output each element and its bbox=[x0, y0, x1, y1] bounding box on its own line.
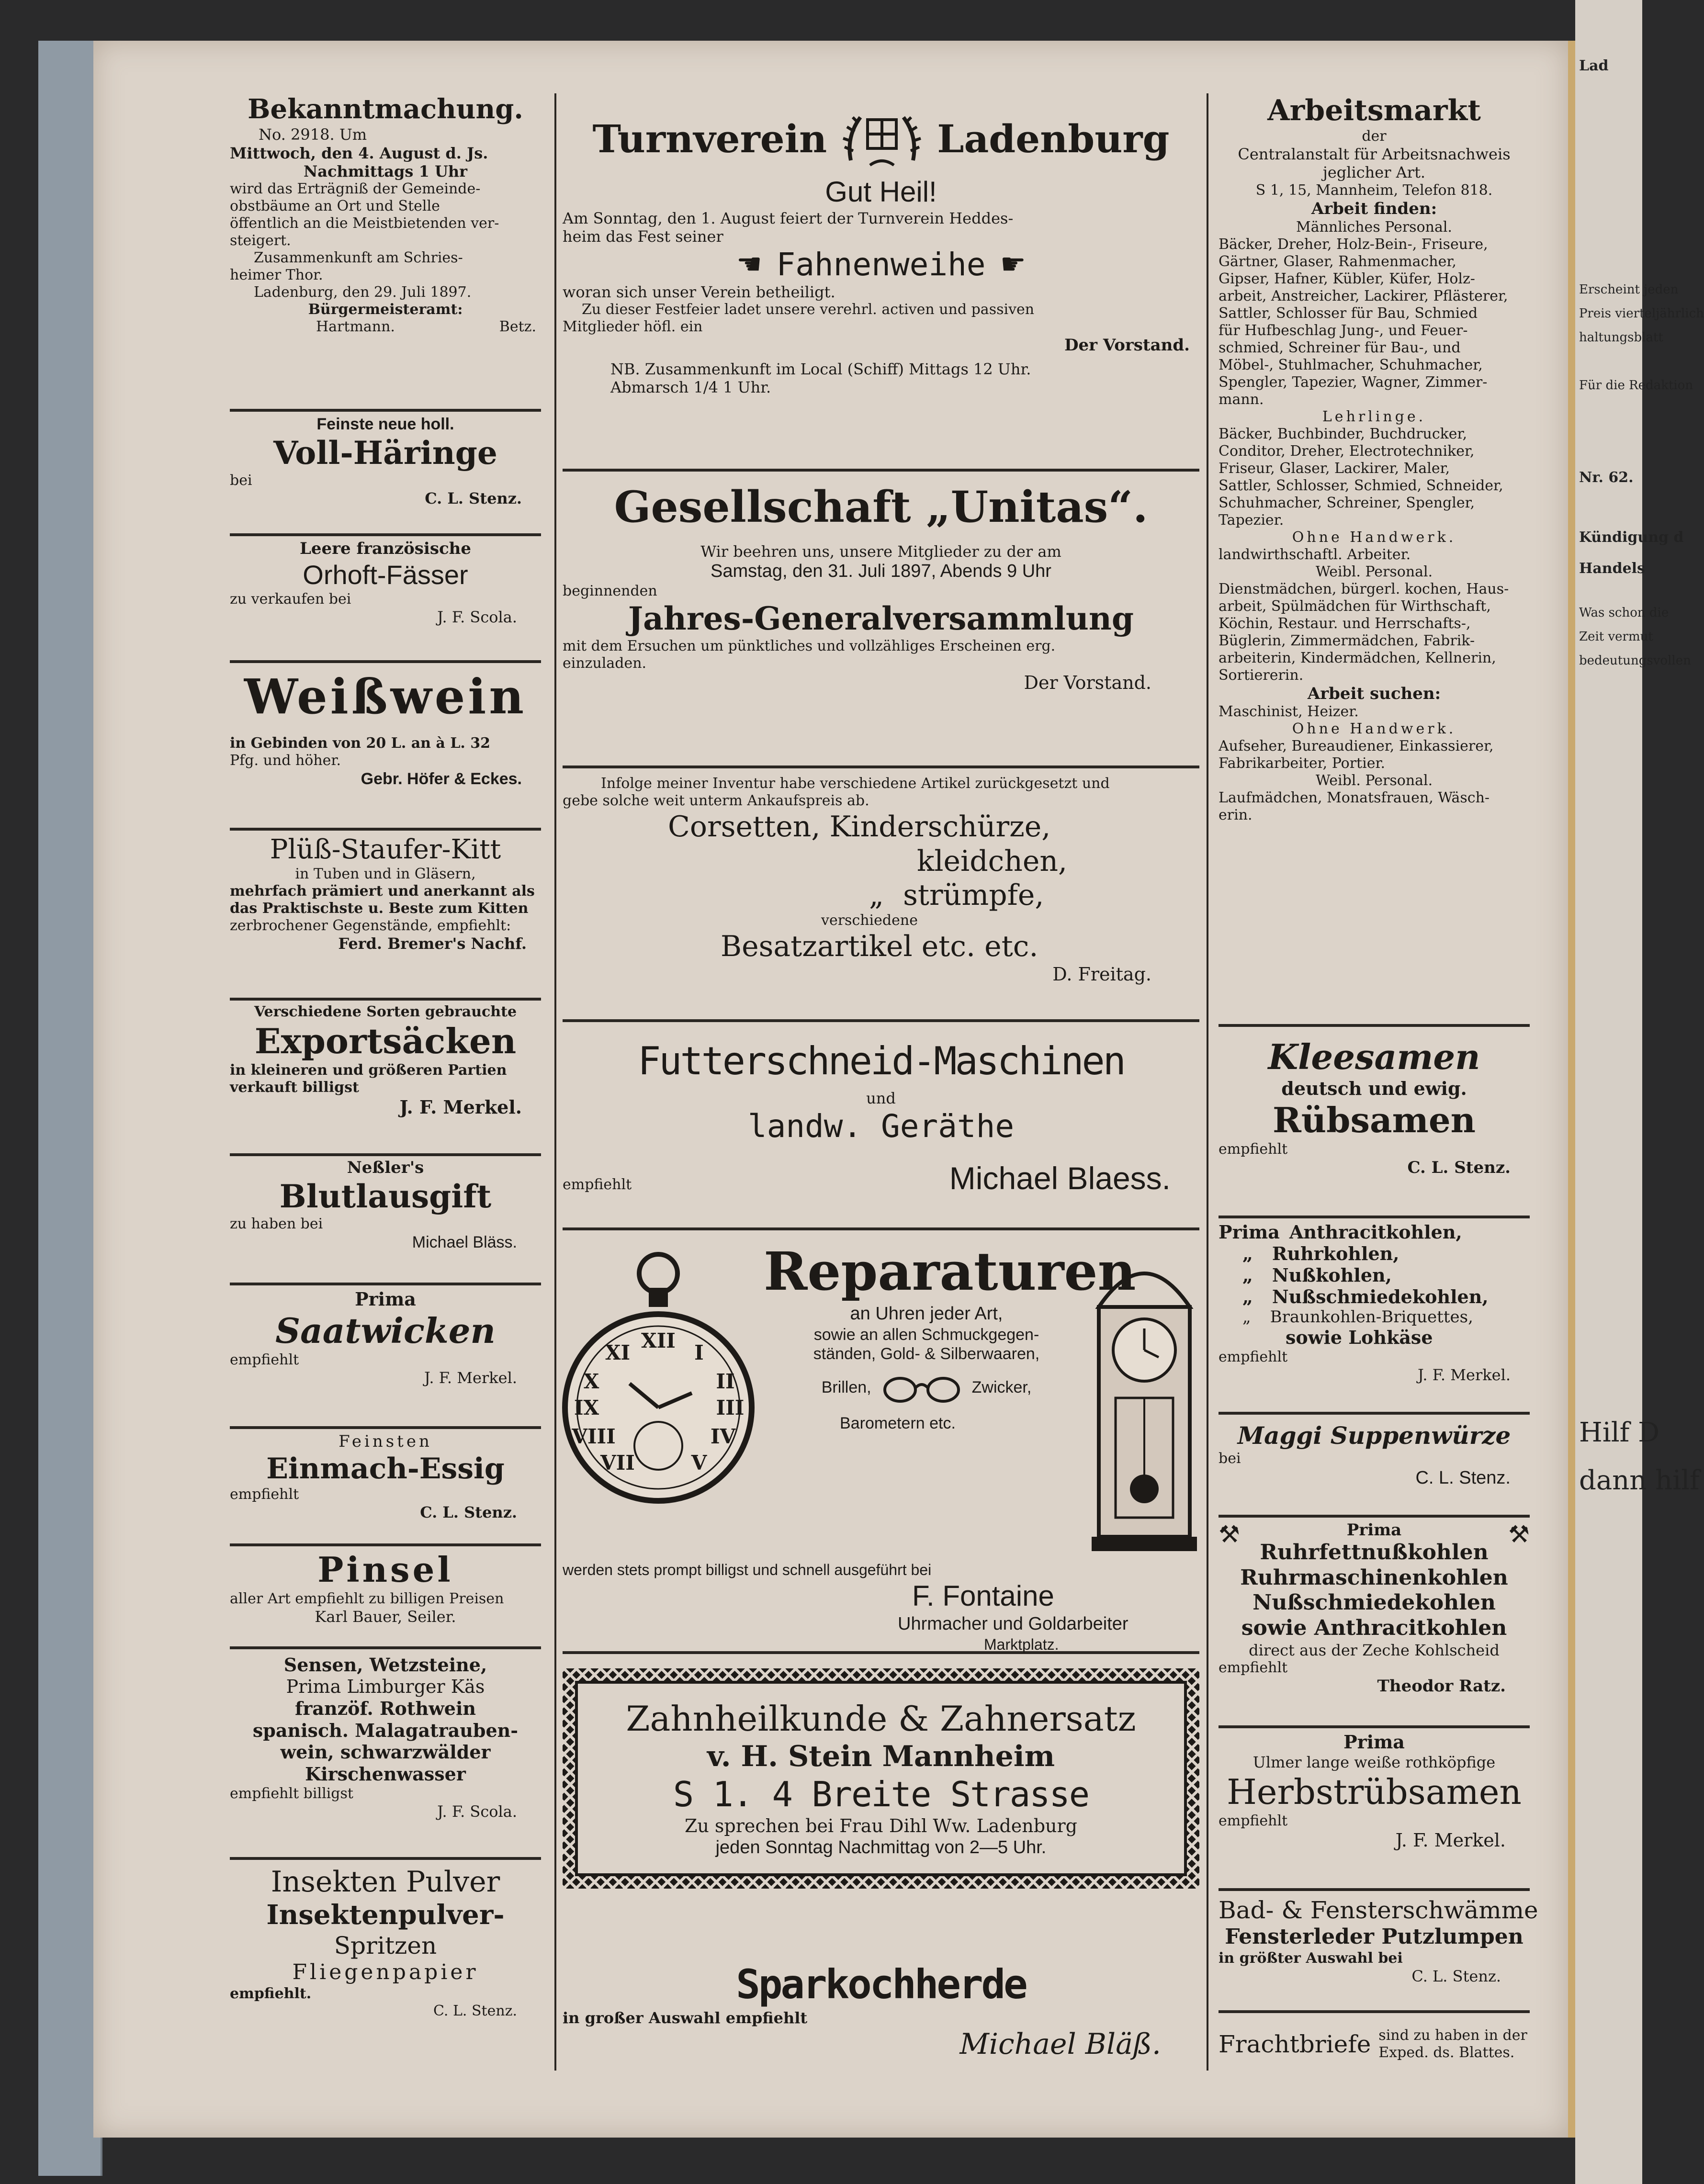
text-line: für Hufbeschlag Jung-, und Feuer- bbox=[1219, 322, 1468, 339]
text-line: zerbrochener Gegenstände, empfiehlt: bbox=[230, 917, 511, 934]
text-line: Prima Limburger Käs bbox=[286, 1676, 485, 1697]
item-line: Nußkohlen, bbox=[1272, 1264, 1392, 1286]
ad-zahn bbox=[563, 1654, 1199, 1951]
svg-text:I: I bbox=[694, 1341, 704, 1364]
next-page-line: Handels bbox=[1579, 560, 1645, 577]
ad-title: Herbstrübsamen bbox=[1227, 1771, 1522, 1812]
section-heading: Ohne Handwerk. bbox=[1292, 529, 1456, 546]
ditto-mark: „ bbox=[1242, 1264, 1253, 1286]
next-page-masthead: Lad bbox=[1579, 57, 1609, 74]
seller-name: Ferd. Bremer's Nachf. bbox=[338, 934, 527, 953]
text-line: woran sich unser Verein betheiligt. bbox=[563, 282, 835, 301]
text-line: verschiedene bbox=[821, 912, 918, 929]
text-line: empfiehlt bbox=[230, 1486, 299, 1503]
section-heading: Ohne Handwerk. bbox=[1292, 720, 1456, 738]
text-line: Bäcker, Buchbinder, Buchdrucker, bbox=[1219, 425, 1467, 442]
text-line: zu haben bei bbox=[230, 1215, 323, 1232]
text-line: Feinsten bbox=[339, 1432, 432, 1451]
ad-pinsel bbox=[230, 1546, 541, 1649]
pointing-hand-icon: ☛ bbox=[736, 248, 762, 281]
next-page-line: Hilf D bbox=[1579, 1417, 1660, 1448]
text-line: Mittwoch, den 4. August d. Js. bbox=[230, 144, 488, 162]
section-heading: Weibl. Personal. bbox=[1315, 772, 1433, 789]
ad-title: Sparkochherde bbox=[736, 1961, 1026, 2008]
text-line: Dienstmädchen, bürgerl. kochen, Haus- bbox=[1219, 580, 1509, 597]
text-line: Schuhmacher, Schreiner, Spengler, bbox=[1219, 494, 1475, 511]
text-line: Verschiedene Sorten gebrauchte bbox=[254, 1003, 517, 1020]
text-line: Uhrmacher und Goldarbeiter bbox=[898, 1614, 1128, 1634]
text-line: mehrfach prämiert und anerkannt als bbox=[230, 883, 535, 900]
text-line: Gipser, Hafner, Kübler, Küfer, Holz- bbox=[1219, 270, 1475, 287]
ad-title: Plüß-Staufer-Kitt bbox=[270, 834, 501, 865]
svg-text:XII: XII bbox=[641, 1329, 676, 1352]
text-line: Exped. ds. Blattes. bbox=[1378, 2044, 1515, 2061]
event-title: Jahres-Generalversammlung bbox=[628, 599, 1134, 637]
text-line: in Gebinden von 20 L. an à L. 32 bbox=[230, 735, 491, 752]
ad-arbeitsmarkt bbox=[1219, 93, 1530, 1027]
ad-faesser bbox=[230, 536, 541, 663]
text-line: und bbox=[866, 1089, 896, 1107]
text-line: Am Sonntag, den 1. August feiert der Turnverein Heddes- bbox=[563, 209, 1014, 227]
text-line: mit dem Ersuchen um pünktliches und vollzähliges Erscheinen erg. bbox=[563, 638, 1056, 655]
text-line: empfiehlt bbox=[230, 1351, 299, 1368]
ad-title: Voll-Häringe bbox=[273, 434, 497, 472]
text-line: Nachmittags 1 Uhr bbox=[303, 162, 467, 180]
text-line: No. 2918. Um bbox=[259, 125, 367, 144]
text-line: bei bbox=[230, 472, 252, 489]
text-line: Zwicker, bbox=[971, 1378, 1032, 1396]
text-line: Laufmädchen, Monatsfrauen, Wäsch- bbox=[1219, 789, 1490, 807]
ditto-mark: „ bbox=[1242, 1307, 1251, 1327]
ad-title: Orhoft-Fässer bbox=[303, 559, 468, 590]
text-line: Köchin, Restaur. und Herrschafts-, bbox=[1219, 615, 1471, 632]
text-line: Prima bbox=[355, 1288, 416, 1310]
seller-name: Michael Bläss. bbox=[412, 1233, 517, 1251]
seller-name: Michael Blaess. bbox=[949, 1160, 1171, 1196]
item-line: sowie Anthracitkohlen bbox=[1241, 1616, 1507, 1641]
seller-name: J. F. Merkel. bbox=[1395, 1830, 1506, 1851]
seller-name: Karl Bauer, Seiler. bbox=[315, 1608, 456, 1626]
seller-name: C. L. Stenz. bbox=[1407, 1158, 1511, 1178]
next-page-line: bedeutungsvollen bbox=[1579, 653, 1691, 668]
text-line: das Praktischste u. Beste zum Kitten bbox=[230, 900, 529, 917]
text-line: spanisch. Malagatrauben- bbox=[252, 1719, 519, 1741]
text-line: empfiehlt bbox=[1219, 1659, 1288, 1677]
section-heading: Arbeit finden: bbox=[1311, 199, 1437, 218]
text-line: ständen, Gold- & Silberwaaren, bbox=[813, 1345, 1040, 1363]
kohlen-row bbox=[1219, 1221, 1530, 1243]
text-line: Mitglieder höfl. ein bbox=[563, 318, 703, 336]
text-line: deutsch und ewig. bbox=[1281, 1078, 1467, 1100]
kohlen-row bbox=[1219, 1307, 1530, 1327]
column-right bbox=[1219, 93, 1538, 2071]
text-line: heim das Fest seiner bbox=[563, 227, 723, 246]
text-line: Zu dieser Festfeier ladet unsere verehrl. activen und passiven bbox=[582, 301, 1035, 318]
text-line: Pfg. und höher. bbox=[230, 752, 341, 769]
text-line: Barometern etc. bbox=[840, 1414, 956, 1433]
ad-blutlaus bbox=[230, 1156, 541, 1285]
text-line: Feinste neue holl. bbox=[316, 415, 454, 433]
ad-klee bbox=[1219, 1027, 1530, 1218]
kohlen-row bbox=[1219, 1243, 1530, 1264]
text-line: Büglerin, Zimmermädchen, Fabrik- bbox=[1219, 632, 1475, 649]
next-page-line: Was schon die bbox=[1579, 606, 1669, 620]
column-rule bbox=[1207, 93, 1208, 2071]
ad-herbst bbox=[1219, 1728, 1530, 1891]
svg-text:VIII: VIII bbox=[572, 1425, 616, 1448]
text-line: Fabrikarbeiter, Portier. bbox=[1219, 755, 1386, 772]
signature-row bbox=[230, 318, 541, 335]
seller-name: J. F. Merkel. bbox=[424, 1368, 517, 1387]
reparaturen-text bbox=[764, 1240, 1136, 1433]
text-line: Samstag, den 31. Juli 1897, Abends 9 Uhr bbox=[711, 561, 1051, 582]
text-line: Infolge meiner Inventur habe verschiedene Artikel zurückgesetzt und bbox=[601, 775, 1110, 792]
svg-text:III: III bbox=[716, 1396, 745, 1419]
ad-bekanntmachung bbox=[230, 93, 541, 412]
seller-name: C. L. Stenz. bbox=[425, 489, 522, 507]
ad-fracht bbox=[1219, 2013, 1530, 2071]
svg-text:VII: VII bbox=[600, 1451, 635, 1475]
signature: Der Vorstand. bbox=[1064, 336, 1190, 355]
ad-title: Frachtbriefe bbox=[1219, 2030, 1371, 2058]
ad-title: Futterschneid-Maschinen bbox=[638, 1039, 1124, 1083]
text-line: Bäcker, Dreher, Holz-Bein-, Friseure, bbox=[1219, 236, 1488, 253]
text-line: Leere französische bbox=[299, 539, 472, 558]
seller-name: C. L. Stenz. bbox=[420, 1503, 517, 1521]
text-line: bei bbox=[1219, 1450, 1241, 1467]
text-line: v. H. Stein Mannheim bbox=[707, 1740, 1055, 1774]
svg-text:IX: IX bbox=[574, 1396, 599, 1419]
text-line: arbeiterin, Kindermädchen, Kellnerin, bbox=[1219, 649, 1496, 666]
next-page-line: haltungsblatt bbox=[1579, 330, 1663, 345]
ditto-row bbox=[563, 878, 1199, 912]
fest-title: Fahnenweihe bbox=[776, 246, 986, 283]
text-line: Bürgermeisteramt: bbox=[308, 301, 463, 318]
seller-name: C. L. Stenz. bbox=[1411, 1967, 1501, 1985]
signature: Der Vorstand. bbox=[1024, 672, 1151, 694]
seller-name: J. F. Scola. bbox=[437, 1802, 517, 1821]
ad-title: Fliegenpapier bbox=[292, 1960, 479, 1985]
text-line: zu verkaufen bei bbox=[230, 590, 351, 608]
ad-title: Kleesamen bbox=[1268, 1036, 1480, 1077]
text-line: Friseur, Glaser, Lackirer, Maler, bbox=[1219, 460, 1450, 477]
ad-ruhr bbox=[1219, 1518, 1530, 1728]
item-line: Anthracitkohlen, bbox=[1289, 1221, 1462, 1243]
text-line: jeglicher Art. bbox=[1322, 163, 1426, 182]
ad-spar bbox=[563, 1951, 1199, 2104]
next-page-issue: Nr. 62. bbox=[1579, 469, 1634, 486]
text-line: der bbox=[1362, 128, 1387, 145]
text-line: S 1, 15, Mannheim, Telefon 818. bbox=[1255, 181, 1493, 199]
text-line: in Tuben und in Gläsern, bbox=[295, 866, 476, 883]
ad-weisswein bbox=[230, 663, 541, 831]
ad-title: Blutlausgift bbox=[279, 1177, 492, 1215]
text-line: arbeit, Anstreicher, Lackirer, Pflästerer, bbox=[1219, 287, 1508, 304]
text-line: Marktplatz. bbox=[984, 1635, 1059, 1653]
text-line: Sattler, Schlosser, Schmied, Schneider, bbox=[1219, 477, 1503, 494]
ruhr-header bbox=[1219, 1520, 1530, 1548]
ad-title: Saatwicken bbox=[275, 1310, 496, 1351]
text-line: obstbäume an Ort und Stelle bbox=[230, 198, 440, 215]
kohlen-row bbox=[1219, 1286, 1530, 1307]
hammer-pick-icon: ⚒ bbox=[1219, 1520, 1240, 1548]
text-line: in großer Auswahl empfiehlt bbox=[563, 2008, 808, 2027]
ad-title: Zahnheilkunde & Zahnersatz bbox=[626, 1699, 1136, 1739]
text-line: Prima bbox=[1219, 1221, 1280, 1243]
seller-name: Theodor Ratz. bbox=[1377, 1677, 1506, 1696]
text-line: Brillen, bbox=[821, 1378, 871, 1396]
text-line: empfiehlt. bbox=[230, 1985, 312, 2002]
seller-name: J. F. Merkel. bbox=[399, 1096, 522, 1118]
next-page-line: Für die Redaktion bbox=[1579, 378, 1693, 393]
ad-kitt bbox=[230, 831, 541, 1001]
item-line: strümpfe, bbox=[903, 878, 1044, 912]
text-line: öffentlich an die Meistbietenden ver- bbox=[230, 215, 499, 232]
text-line: Neßler's bbox=[347, 1158, 424, 1177]
ad-maggi bbox=[1219, 1415, 1530, 1518]
ditto-mark: „ bbox=[869, 878, 884, 912]
ad-sensen bbox=[230, 1649, 541, 1860]
ad-title: Reparaturen bbox=[764, 1240, 1136, 1302]
ad-title: Einmach-Essig bbox=[266, 1452, 505, 1486]
item-line: Corsetten, Kinderschürze, bbox=[668, 810, 1051, 844]
text-line: sind zu haben in der bbox=[1378, 2027, 1527, 2044]
ditto-mark: „ bbox=[1242, 1243, 1253, 1264]
seller-name: C. L. Stenz. bbox=[1415, 1468, 1511, 1488]
text-line: Zu sprechen bei Frau Dihl Ww. Ladenburg bbox=[684, 1815, 1078, 1836]
ad-futter bbox=[563, 1022, 1199, 1230]
column-rule bbox=[554, 93, 556, 2071]
ad-title: Bad- & Fensterschwämme bbox=[1219, 1896, 1538, 1924]
text-line: in kleineren und größeren Partien bbox=[230, 1062, 507, 1079]
svg-text:IV: IV bbox=[710, 1425, 736, 1448]
svg-text:II: II bbox=[716, 1370, 735, 1393]
ad-unitas bbox=[563, 472, 1199, 768]
zahn-box bbox=[575, 1681, 1187, 1876]
text-line: beginnenden bbox=[563, 582, 657, 599]
svg-text:V: V bbox=[691, 1451, 707, 1475]
section-heading: Männliches Personal. bbox=[1296, 218, 1452, 236]
next-page-line: Zeit vermut bbox=[1579, 630, 1653, 644]
fracht-text bbox=[1378, 2027, 1527, 2061]
text-line: Ladenburg, den 29. Juli 1897. bbox=[254, 284, 472, 301]
ad-title: Maggi Suppenwürze bbox=[1237, 1421, 1511, 1450]
seller-name: C. L. Stenz. bbox=[433, 2002, 517, 2019]
ad-title: Gesellschaft „Unitas“. bbox=[614, 482, 1148, 532]
spectacles-icon bbox=[881, 1371, 962, 1404]
pocket-watch-icon bbox=[563, 1240, 754, 1527]
item-line: Braunkohlen-Briquettes, bbox=[1270, 1307, 1473, 1327]
text-line: franzöf. Rothwein bbox=[294, 1698, 476, 1720]
signature: Hartmann. bbox=[316, 318, 395, 336]
column-left bbox=[230, 93, 541, 2085]
ad-saatwicken bbox=[230, 1285, 541, 1429]
address: S 1. 4 Breite Strasse bbox=[673, 1774, 1089, 1815]
brillen-row bbox=[764, 1371, 1089, 1404]
text-line: gebe solche weit unterm Ankaufspreis ab. bbox=[563, 792, 869, 809]
ad-title: Insektenpulver- bbox=[266, 1899, 505, 1931]
bekanntmachung-title: Bekanntmachung. bbox=[248, 93, 523, 125]
text-line: erin. bbox=[1219, 807, 1253, 824]
section-heading: Weibl. Personal. bbox=[1315, 563, 1433, 580]
text-line: Spengler, Tapezier, Wagner, Zimmer- bbox=[1219, 373, 1488, 391]
reparaturen-footer bbox=[563, 1561, 1199, 1654]
seller-name: Gebr. Höfer & Eckes. bbox=[361, 770, 522, 788]
text-line: arbeit, Spülmädchen für Wirthschaft, bbox=[1219, 597, 1491, 615]
text-line: Ulmer lange weiße rothköpfige bbox=[1253, 1753, 1496, 1771]
text-line: Sortiererin. bbox=[1219, 666, 1304, 684]
text-line: empfiehlt bbox=[1219, 1141, 1288, 1158]
text-line: Conditor, Dreher, Electrotechniker, bbox=[1219, 442, 1475, 460]
ornamental-border bbox=[563, 1668, 1199, 1889]
text-line: Tapezier. bbox=[1219, 511, 1284, 529]
item-line: Ruhrmaschinenkohlen bbox=[1240, 1565, 1508, 1590]
ditto-mark: „ bbox=[1242, 1286, 1253, 1307]
column-center bbox=[563, 93, 1199, 2104]
next-page-line: Preis vierteljährlich bbox=[1579, 306, 1704, 321]
ad-haeringe bbox=[230, 412, 541, 536]
item-line: kleidchen, bbox=[917, 844, 1068, 878]
ad-title: Arbeitsmarkt bbox=[1267, 94, 1481, 127]
ad-title: Ladenburg bbox=[937, 116, 1170, 161]
signature: Betz. bbox=[499, 318, 536, 336]
ad-title: Rübsamen bbox=[1272, 1099, 1476, 1140]
item-line: Nußschmiedekohlen, bbox=[1272, 1286, 1489, 1307]
text-line: Centralanstalt für Arbeitsnachweis bbox=[1238, 145, 1511, 163]
ad-title: Pinsel bbox=[317, 1549, 453, 1590]
text-line: Kirschenwasser bbox=[305, 1763, 466, 1785]
ad-kohlen bbox=[1219, 1218, 1530, 1415]
seller-name: F. Fontaine bbox=[912, 1580, 1054, 1612]
text-line: empfiehlt bbox=[563, 1176, 632, 1193]
text-line: Gärtner, Glaser, Rahmenmacher, bbox=[1219, 253, 1456, 270]
ad-exportsaecken bbox=[230, 1001, 541, 1156]
next-page-line: Kündigung d bbox=[1579, 529, 1684, 546]
text-line: empfiehlt billigst bbox=[230, 1785, 353, 1802]
text-line: Zusammenkunft am Schries- bbox=[254, 249, 463, 267]
text-line: mann. bbox=[1219, 391, 1264, 408]
text-line: Möbel-, Stuhlmacher, Schuhmacher, bbox=[1219, 356, 1483, 373]
hammer-pick-icon: ⚒ bbox=[1508, 1520, 1530, 1548]
ad-title: landw. Geräthe bbox=[747, 1108, 1015, 1145]
text-line: Prima bbox=[1346, 1520, 1402, 1540]
text-line: NB. Zusammenkunft im Local (Schiff) Mittags 12 Uhr. bbox=[610, 360, 1031, 378]
item-line: Nußschmiedekohlen bbox=[1253, 1590, 1496, 1615]
ad-title: Exportsäcken bbox=[254, 1021, 517, 1061]
ad-title: Insekten Pulver bbox=[271, 1865, 500, 1899]
ad-title: Spritzen bbox=[334, 1932, 437, 1960]
text-line: sowie an allen Schmuckgegen- bbox=[813, 1325, 1039, 1344]
fest-row bbox=[563, 246, 1199, 283]
ad-reparaturen bbox=[563, 1230, 1199, 1654]
item-line: sowie Lohkäse bbox=[1286, 1327, 1433, 1348]
text-line: aller Art empfiehlt zu billigen Preisen bbox=[230, 1590, 504, 1608]
greeting: Gut Heil! bbox=[825, 176, 937, 208]
ad-essig bbox=[230, 1429, 541, 1546]
text-line: an Uhren jeder Art, bbox=[850, 1304, 1003, 1324]
seller-name: J. F. Scola. bbox=[437, 608, 517, 626]
text-line: Aufseher, Bureaudiener, Einkassierer, bbox=[1219, 738, 1494, 755]
text-line: direct aus der Zeche Kohlscheid bbox=[1249, 1641, 1500, 1659]
text-line: empfiehlt bbox=[1219, 1348, 1288, 1365]
next-page-line: dann hilf bbox=[1579, 1465, 1700, 1496]
text-line: Abmarsch 1/4 1 Uhr. bbox=[610, 378, 771, 397]
text-line: in größter Auswahl bei bbox=[1219, 1949, 1403, 1967]
text-line: einzuladen. bbox=[563, 655, 647, 672]
seller-row bbox=[563, 1146, 1199, 1196]
ad-title: Turnverein bbox=[592, 116, 827, 161]
section-heading: Arbeit suchen: bbox=[1307, 684, 1441, 703]
ad-bad bbox=[1219, 1891, 1538, 2013]
text-line: wein, schwarzwälder bbox=[280, 1741, 491, 1763]
seller-name: D. Freitag. bbox=[1052, 964, 1151, 985]
section-heading: Lehrlinge. bbox=[1322, 408, 1426, 425]
text-line: heimer Thor. bbox=[230, 267, 323, 284]
seller-name: J. F. Merkel. bbox=[1418, 1365, 1511, 1384]
text-line: jeden Sonntag Nachmittag von 2—5 Uhr. bbox=[715, 1837, 1047, 1858]
text-line: verkauft billigst bbox=[230, 1079, 359, 1096]
text-line: Wir beehren uns, unsere Mitglieder zu der am bbox=[700, 542, 1061, 561]
turnverein-header bbox=[563, 103, 1199, 175]
text-line: Sensen, Wetzsteine, bbox=[283, 1654, 487, 1676]
pointing-hand-icon: ☚ bbox=[1000, 248, 1026, 281]
kohlen-row bbox=[1219, 1264, 1530, 1286]
text-line: werden stets prompt billigst und schnell ausgeführt bei bbox=[563, 1561, 932, 1578]
text-line: Sattler, Schlosser für Bau, Schmied bbox=[1219, 304, 1478, 322]
text-line: empfiehlt bbox=[1219, 1812, 1288, 1830]
turner-cross-emblem-icon bbox=[841, 103, 923, 175]
seller-name: Michael Bläß. bbox=[959, 2027, 1161, 2061]
next-page-fragment bbox=[1575, 0, 1704, 2184]
book-binding bbox=[38, 41, 102, 2176]
ad-title: Weißwein bbox=[244, 668, 527, 725]
text-line: wird das Erträgniß der Gemeinde- bbox=[230, 180, 481, 198]
ad-turnverein bbox=[563, 93, 1199, 472]
text-line: steigert. bbox=[230, 232, 291, 249]
ad-insekten bbox=[230, 1860, 541, 2085]
item-line: Ruhrfettnußkohlen bbox=[1260, 1540, 1489, 1565]
text-line: schmied, Schreiner für Bau-, und bbox=[1219, 339, 1461, 356]
ad-freitag bbox=[563, 768, 1199, 1022]
item-line: Besatzartikel etc. etc. bbox=[721, 930, 1038, 963]
next-page-line: Erscheint jeden bbox=[1579, 282, 1679, 297]
item-line: Ruhrkohlen, bbox=[1272, 1243, 1399, 1264]
text-line: Prima bbox=[1343, 1731, 1405, 1753]
text-line: Maschinist, Heizer. bbox=[1219, 703, 1359, 720]
text-line: landwirthschaftl. Arbeiter. bbox=[1219, 546, 1411, 563]
ad-title: Fensterleder Putzlumpen bbox=[1225, 1925, 1523, 1949]
svg-text:XI: XI bbox=[605, 1341, 631, 1364]
svg-text:X: X bbox=[583, 1370, 599, 1393]
